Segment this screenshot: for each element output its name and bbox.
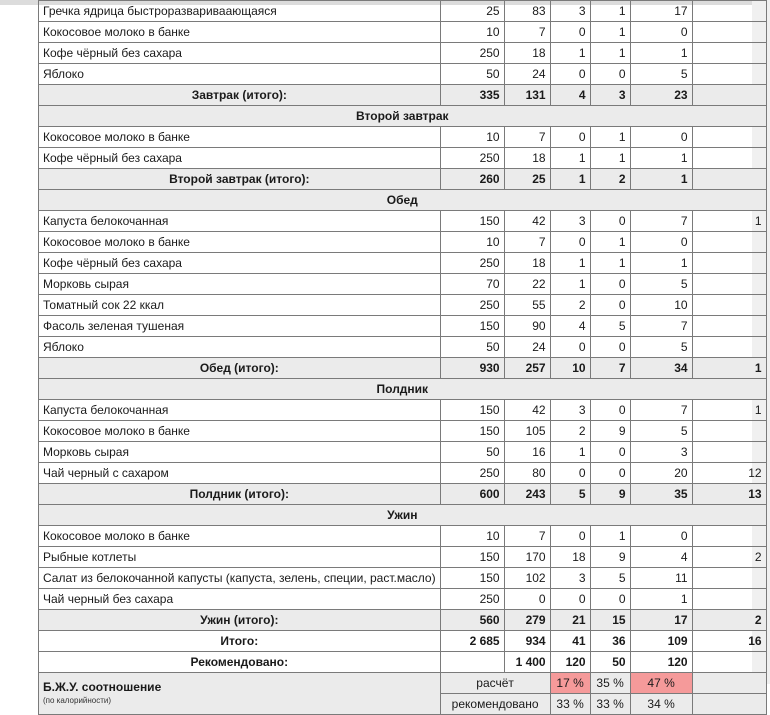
carbs-cell: 1	[630, 148, 692, 169]
weight-cell: 150	[440, 316, 504, 337]
table-row	[39, 1, 767, 22]
weight-cell: 250	[440, 43, 504, 64]
extra-cell	[692, 421, 766, 442]
section-header-row	[39, 106, 767, 127]
total-row	[39, 610, 767, 631]
bzhu-subtitle: (по калорийности)	[43, 695, 112, 705]
carbs-cell: 0	[630, 232, 692, 253]
bzhu-calc-value: 47 %	[630, 673, 692, 694]
kcal-cell: 7	[504, 127, 550, 148]
total-label-cell: Обед (итого):	[39, 358, 441, 379]
protein-cell: 3	[550, 1, 590, 22]
weight-cell: 150	[440, 400, 504, 421]
kcal-cell: 18	[504, 43, 550, 64]
fat-cell: 1	[590, 22, 630, 43]
table-row	[39, 127, 767, 148]
kcal-cell: 7	[504, 526, 550, 547]
protein-cell: 5	[550, 484, 590, 505]
total-row	[39, 652, 767, 673]
weight-cell: 600	[440, 484, 504, 505]
carbs-cell: 5	[630, 274, 692, 295]
fat-cell: 1	[590, 232, 630, 253]
fat-cell: 36	[590, 631, 630, 652]
kcal-cell: 18	[504, 148, 550, 169]
carbs-cell: 23	[630, 85, 692, 106]
food-name-cell: Салат из белокочанной капусты (капуста, зелень, специи, раст.масло)	[39, 568, 441, 589]
fat-cell: 0	[590, 400, 630, 421]
protein-cell: 10	[550, 358, 590, 379]
carbs-cell: 10	[630, 295, 692, 316]
carbs-cell: 1	[630, 169, 692, 190]
protein-cell: 3	[550, 568, 590, 589]
bzhu-calc-value: 17 %	[550, 673, 590, 694]
bzhu-rec-label: рекомендовано	[440, 694, 550, 715]
table-row	[39, 148, 767, 169]
total-row	[39, 169, 767, 190]
fat-cell: 0	[590, 274, 630, 295]
food-name-cell: Рыбные котлеты	[39, 547, 441, 568]
extra-cell	[692, 442, 766, 463]
kcal-cell: 1 400	[504, 652, 550, 673]
food-name-cell: Яблоко	[39, 64, 441, 85]
fat-cell: 15	[590, 610, 630, 631]
food-name-cell: Морковь сырая	[39, 442, 441, 463]
table-row	[39, 526, 767, 547]
extra-cell: 12	[692, 463, 766, 484]
bzhu-label-cell	[39, 673, 441, 715]
table-row	[39, 211, 767, 232]
carbs-cell: 4	[630, 547, 692, 568]
extra-cell	[692, 274, 766, 295]
protein-cell: 0	[550, 232, 590, 253]
food-name-cell: Кофе чёрный без сахара	[39, 253, 441, 274]
fat-cell: 0	[590, 442, 630, 463]
extra-cell: 13	[692, 484, 766, 505]
kcal-cell: 90	[504, 316, 550, 337]
empty-cell	[692, 694, 766, 715]
kcal-cell: 7	[504, 232, 550, 253]
weight-cell: 150	[440, 547, 504, 568]
fat-cell: 9	[590, 484, 630, 505]
fat-cell: 5	[590, 568, 630, 589]
kcal-cell: 83	[504, 1, 550, 22]
protein-cell: 0	[550, 127, 590, 148]
kcal-cell: 55	[504, 295, 550, 316]
food-name-cell: Томатный сок 22 ккал	[39, 295, 441, 316]
protein-cell: 1	[550, 148, 590, 169]
protein-cell: 1	[550, 442, 590, 463]
weight-cell: 10	[440, 232, 504, 253]
protein-cell: 3	[550, 400, 590, 421]
protein-cell: 0	[550, 64, 590, 85]
total-row	[39, 358, 767, 379]
extra-cell	[692, 127, 766, 148]
fat-cell: 1	[590, 1, 630, 22]
weight-cell: 250	[440, 463, 504, 484]
protein-cell: 2	[550, 421, 590, 442]
fat-cell: 1	[590, 148, 630, 169]
section-header-row	[39, 505, 767, 526]
food-name-cell: Чай черный без сахара	[39, 589, 441, 610]
fat-cell: 9	[590, 421, 630, 442]
protein-cell: 21	[550, 610, 590, 631]
weight-cell	[440, 652, 504, 673]
extra-cell	[692, 316, 766, 337]
protein-cell: 120	[550, 652, 590, 673]
extra-cell	[692, 43, 766, 64]
section-title: Второй завтрак	[39, 106, 767, 127]
total-row	[39, 631, 767, 652]
total-label-cell: Рекомендовано:	[39, 652, 441, 673]
extra-cell: 1	[692, 358, 766, 379]
food-name-cell: Чай черный с сахаром	[39, 463, 441, 484]
total-label-cell: Итого:	[39, 631, 441, 652]
fat-cell: 0	[590, 295, 630, 316]
extra-cell	[692, 337, 766, 358]
table-row	[39, 274, 767, 295]
protein-cell: 2	[550, 295, 590, 316]
empty-cell	[692, 673, 766, 694]
nutrition-table	[38, 0, 767, 715]
kcal-cell: 102	[504, 568, 550, 589]
kcal-cell: 24	[504, 337, 550, 358]
weight-cell: 560	[440, 610, 504, 631]
fat-cell: 1	[590, 526, 630, 547]
table-row	[39, 295, 767, 316]
fat-cell: 9	[590, 547, 630, 568]
bzhu-calc-value: 35 %	[590, 673, 630, 694]
table-row	[39, 547, 767, 568]
protein-cell: 1	[550, 253, 590, 274]
protein-cell: 41	[550, 631, 590, 652]
extra-cell	[692, 232, 766, 253]
weight-cell: 150	[440, 421, 504, 442]
weight-cell: 50	[440, 442, 504, 463]
protein-cell: 1	[550, 274, 590, 295]
food-name-cell: Кокосовое молоко в банке	[39, 526, 441, 547]
table-body	[39, 1, 767, 715]
food-name-cell: Кокосовое молоко в банке	[39, 421, 441, 442]
protein-cell: 4	[550, 85, 590, 106]
table-row	[39, 400, 767, 421]
kcal-cell: 105	[504, 421, 550, 442]
carbs-cell: 0	[630, 526, 692, 547]
food-name-cell: Кокосовое молоко в банке	[39, 22, 441, 43]
weight-cell: 50	[440, 337, 504, 358]
protein-cell: 0	[550, 22, 590, 43]
extra-cell	[692, 526, 766, 547]
protein-cell: 0	[550, 526, 590, 547]
fat-cell: 1	[590, 43, 630, 64]
carbs-cell: 0	[630, 127, 692, 148]
table-row	[39, 337, 767, 358]
protein-cell: 0	[550, 589, 590, 610]
weight-cell: 250	[440, 295, 504, 316]
fat-cell: 0	[590, 64, 630, 85]
kcal-cell: 7	[504, 22, 550, 43]
protein-cell: 18	[550, 547, 590, 568]
weight-cell: 335	[440, 85, 504, 106]
fat-cell: 2	[590, 169, 630, 190]
fat-cell: 0	[590, 463, 630, 484]
extra-cell: 1	[692, 400, 766, 421]
food-name-cell: Кофе чёрный без сахара	[39, 43, 441, 64]
extra-cell	[692, 652, 766, 673]
weight-cell: 260	[440, 169, 504, 190]
weight-cell: 10	[440, 526, 504, 547]
bzhu-rec-value: 33 %	[590, 694, 630, 715]
fat-cell: 0	[590, 337, 630, 358]
extra-cell	[692, 253, 766, 274]
extra-cell	[692, 589, 766, 610]
food-name-cell: Кокосовое молоко в банке	[39, 127, 441, 148]
carbs-cell: 109	[630, 631, 692, 652]
bzhu-rec-value: 33 %	[550, 694, 590, 715]
protein-cell: 4	[550, 316, 590, 337]
weight-cell: 50	[440, 64, 504, 85]
table-row	[39, 463, 767, 484]
extra-cell	[692, 64, 766, 85]
kcal-cell: 243	[504, 484, 550, 505]
carbs-cell: 7	[630, 316, 692, 337]
kcal-cell: 24	[504, 64, 550, 85]
bzhu-calc-label: расчёт	[440, 673, 550, 694]
section-header-row	[39, 379, 767, 400]
kcal-cell: 131	[504, 85, 550, 106]
protein-cell: 1	[550, 43, 590, 64]
carbs-cell: 5	[630, 64, 692, 85]
kcal-cell: 42	[504, 400, 550, 421]
extra-cell	[692, 568, 766, 589]
kcal-cell: 16	[504, 442, 550, 463]
fat-cell: 1	[590, 253, 630, 274]
carbs-cell: 35	[630, 484, 692, 505]
kcal-cell: 18	[504, 253, 550, 274]
table-row	[39, 43, 767, 64]
fat-cell: 3	[590, 85, 630, 106]
bzhu-rec-value: 34 %	[630, 694, 692, 715]
total-row	[39, 484, 767, 505]
total-label-cell: Завтрак (итого):	[39, 85, 441, 106]
weight-cell: 930	[440, 358, 504, 379]
protein-cell: 3	[550, 211, 590, 232]
table-row	[39, 589, 767, 610]
carbs-cell: 17	[630, 1, 692, 22]
kcal-cell: 25	[504, 169, 550, 190]
carbs-cell: 120	[630, 652, 692, 673]
extra-cell	[692, 85, 766, 106]
total-label-cell: Ужин (итого):	[39, 610, 441, 631]
protein-cell: 0	[550, 337, 590, 358]
food-name-cell: Кокосовое молоко в банке	[39, 232, 441, 253]
weight-cell: 150	[440, 211, 504, 232]
kcal-cell: 170	[504, 547, 550, 568]
food-name-cell: Кофе чёрный без сахара	[39, 148, 441, 169]
food-name-cell: Капуста белокочанная	[39, 400, 441, 421]
weight-cell: 250	[440, 148, 504, 169]
fat-cell: 50	[590, 652, 630, 673]
fat-cell: 1	[590, 127, 630, 148]
weight-cell: 250	[440, 253, 504, 274]
food-name-cell: Фасоль зеленая тушеная	[39, 316, 441, 337]
table-row	[39, 232, 767, 253]
kcal-cell: 80	[504, 463, 550, 484]
weight-cell: 10	[440, 127, 504, 148]
carbs-cell: 1	[630, 43, 692, 64]
food-name-cell: Морковь сырая	[39, 274, 441, 295]
extra-cell: 1	[692, 211, 766, 232]
table-row	[39, 64, 767, 85]
extra-cell: 16	[692, 631, 766, 652]
total-label-cell: Второй завтрак (итого):	[39, 169, 441, 190]
weight-cell: 25	[440, 1, 504, 22]
food-name-cell: Капуста белокочанная	[39, 211, 441, 232]
table-row	[39, 568, 767, 589]
carbs-cell: 11	[630, 568, 692, 589]
table-row	[39, 442, 767, 463]
fat-cell: 0	[590, 211, 630, 232]
section-title: Обед	[39, 190, 767, 211]
bzhu-calc-row	[39, 673, 767, 694]
carbs-cell: 20	[630, 463, 692, 484]
extra-cell	[692, 22, 766, 43]
section-header-row	[39, 190, 767, 211]
fat-cell: 0	[590, 589, 630, 610]
extra-cell	[692, 295, 766, 316]
weight-cell: 10	[440, 22, 504, 43]
food-name-cell: Яблоко	[39, 337, 441, 358]
carbs-cell: 3	[630, 442, 692, 463]
section-title: Полдник	[39, 379, 767, 400]
carbs-cell: 34	[630, 358, 692, 379]
total-label-cell: Полдник (итого):	[39, 484, 441, 505]
table-row	[39, 253, 767, 274]
extra-cell	[692, 169, 766, 190]
carbs-cell: 7	[630, 211, 692, 232]
extra-cell	[692, 148, 766, 169]
bzhu-title: Б.Ж.У. соотношение	[43, 679, 162, 694]
kcal-cell: 257	[504, 358, 550, 379]
fat-cell: 5	[590, 316, 630, 337]
section-title: Ужин	[39, 505, 767, 526]
carbs-cell: 7	[630, 400, 692, 421]
carbs-cell: 5	[630, 421, 692, 442]
protein-cell: 0	[550, 463, 590, 484]
weight-cell: 2 685	[440, 631, 504, 652]
carbs-cell: 0	[630, 22, 692, 43]
protein-cell: 1	[550, 169, 590, 190]
weight-cell: 250	[440, 589, 504, 610]
weight-cell: 70	[440, 274, 504, 295]
table-row	[39, 22, 767, 43]
kcal-cell: 934	[504, 631, 550, 652]
table-row	[39, 421, 767, 442]
kcal-cell: 22	[504, 274, 550, 295]
carbs-cell: 1	[630, 589, 692, 610]
carbs-cell: 5	[630, 337, 692, 358]
food-name-cell: Гречка ядрица быстроразвариваающаяся	[39, 1, 441, 22]
weight-cell: 150	[440, 568, 504, 589]
extra-cell: 2	[692, 547, 766, 568]
kcal-cell: 42	[504, 211, 550, 232]
kcal-cell: 279	[504, 610, 550, 631]
kcal-cell: 0	[504, 589, 550, 610]
table-row	[39, 316, 767, 337]
fat-cell: 7	[590, 358, 630, 379]
extra-cell	[692, 1, 766, 22]
carbs-cell: 17	[630, 610, 692, 631]
extra-cell: 2	[692, 610, 766, 631]
total-row	[39, 85, 767, 106]
carbs-cell: 1	[630, 253, 692, 274]
